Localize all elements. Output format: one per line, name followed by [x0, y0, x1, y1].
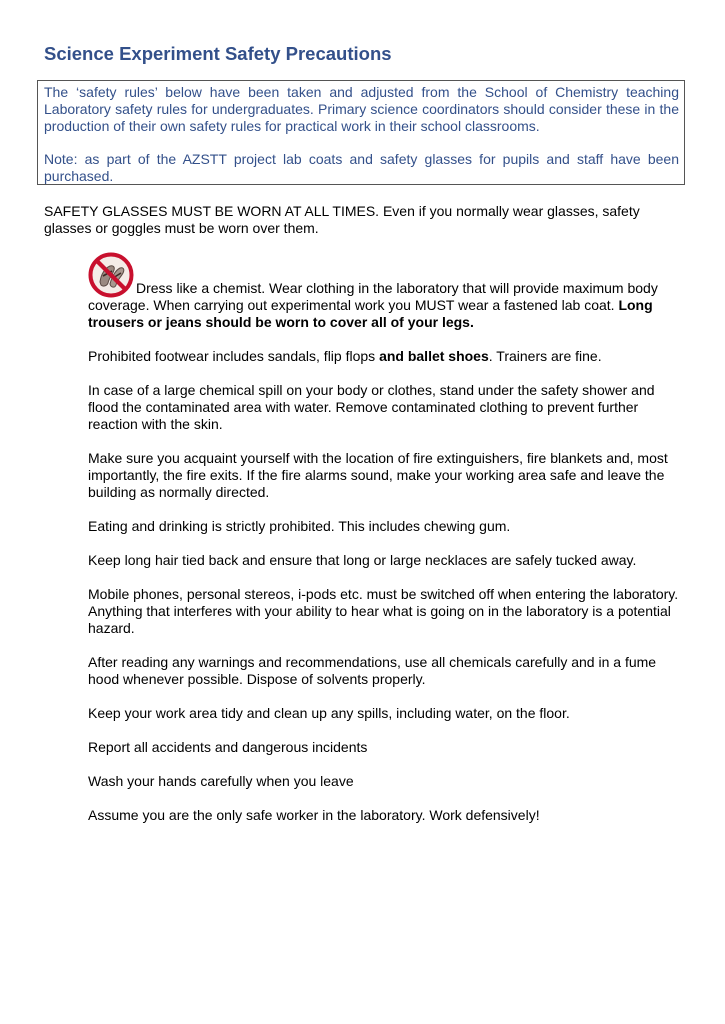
- intro-note-box: [37, 80, 685, 185]
- work-defensively-rule: Assume you are the only safe worker in the laboratory. Work defensively!: [88, 807, 540, 823]
- mobile-phones-rule: Mobile phones, personal stereos, i-pods etc. must be switched off when entering the laboratory. Anything that interferes with your ability to hear what is going on in the laboratory is a potential hazard.: [88, 586, 679, 636]
- azstt-note-paragraph: Note: as part of the AZSTT project lab coats and safety glasses for pupils and staff have been purchased.: [44, 151, 679, 184]
- no-sandals-prohibition-icon: [88, 252, 134, 298]
- wash-hands-rule: Wash your hands carefully when you leave: [88, 773, 354, 789]
- safety-glasses-rule: SAFETY GLASSES MUST BE WORN AT ALL TIMES. Even if you normally wear glasses, safety glasses or goggles must be worn over them.: [44, 203, 640, 236]
- footwear-rule: [88, 348, 683, 365]
- fire-safety-rule: Make sure you acquaint yourself with the location of fire extinguishers, fire blankets and, most importantly, the fire exits. If the fire alarms sound, make your working area safe and leave the building as normally directed.: [88, 450, 668, 500]
- chemical-handling-rule: After reading any warnings and recommendations, use all chemicals carefully and in a fume hood whenever possible. Dispose of solvents properly.: [88, 654, 657, 687]
- tidy-work-area-rule: Keep your work area tidy and clean up any spills, including water, on the floor.: [88, 705, 570, 721]
- eating-drinking-rule: Eating and drinking is strictly prohibited. This includes chewing gum.: [88, 518, 511, 534]
- dress-rule: [88, 251, 683, 331]
- dress-rule-bold-text: Long trousers or jeans should be worn to cover all of your legs.: [88, 297, 653, 330]
- footwear-rule-text-end: . Trainers are fine.: [488, 348, 602, 364]
- report-accidents-rule: Report all accidents and dangerous incidents: [88, 739, 368, 755]
- footwear-rule-bold-text: and ballet shoes: [379, 348, 489, 364]
- hair-necklace-rule: Keep long hair tied back and ensure that long or large necklaces are safely tucked away.: [88, 552, 637, 568]
- dress-rule-text: Dress like a chemist. Wear clothing in the laboratory that will provide maximum body coverage. When carrying out experimental work you MUST wear a fastened lab coat.: [88, 280, 658, 313]
- page-title: Science Experiment Safety Precautions: [44, 43, 392, 64]
- footwear-rule-text: Prohibited footwear includes sandals, flip flops: [88, 348, 380, 364]
- safety-rules-list: [88, 251, 683, 841]
- chemical-spill-rule: In case of a large chemical spill on your body or clothes, stand under the safety shower and flood the contaminated area with water. Remove contaminated clothing to prevent further reaction with the skin.: [88, 382, 655, 432]
- intro-paragraph: The ‘safety rules’ below have been taken and adjusted from the School of Chemistry teaching Laboratory safety rules for undergraduates. Primary science coordinators should consider these in the production of their own safety rules for practical work in their school classrooms.: [44, 84, 679, 134]
